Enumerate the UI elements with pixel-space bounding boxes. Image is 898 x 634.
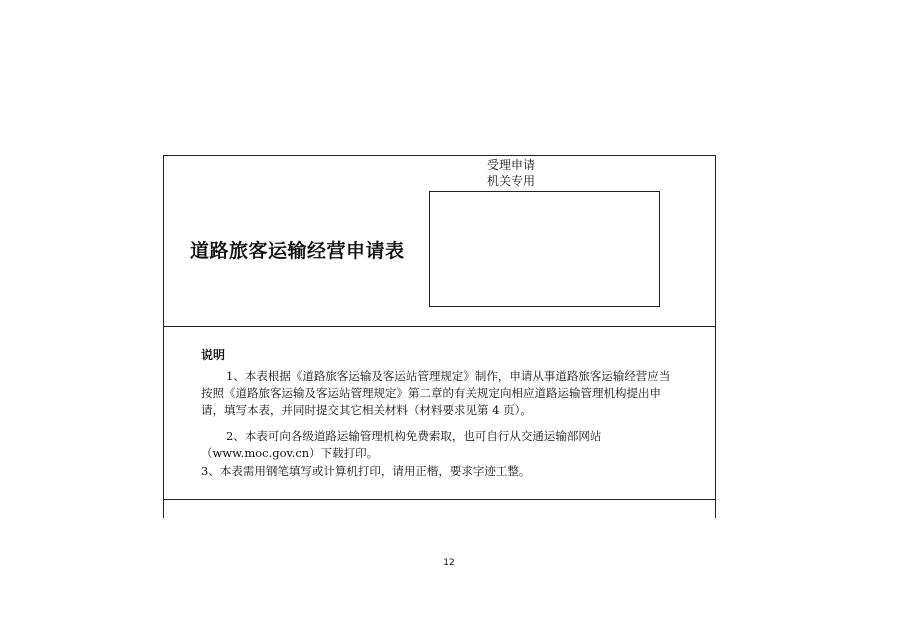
instruction-item-2: 2、本表可向各级道路运输管理机构免费索取，也可自行从交通运输部网站（www.moc.gov.cn）下载打印。 (201, 429, 602, 460)
instructions-heading: 说明 (201, 348, 226, 362)
form-title: 道路旅客运输经营申请表 (190, 240, 405, 262)
instruction-item-3: 3、本表需用钢笔填写或计算机打印，请用正楷，要求字迹工整。 (201, 464, 531, 478)
instruction-item-1: 1、本表根据《道路旅客运输及客运站管理规定》制作，申请从事道路旅客运输经营应当按照《道路旅客运输及客运站管理规定》第二章的有关规定向相应道路运输管理机构提出申请，填写本表，并同时提交其它相关材料（材料要求见第 4 页）。 (201, 369, 671, 417)
instructions-section (164, 327, 715, 500)
office-use-stamp-box (429, 191, 660, 307)
form-header-section (164, 156, 715, 327)
office-use-line-1: 受理申请 (487, 158, 536, 172)
office-use-line-2: 机关专用 (487, 174, 536, 188)
application-form-frame (163, 155, 716, 518)
page-number: 12 (443, 558, 455, 568)
office-use-label (487, 157, 535, 189)
